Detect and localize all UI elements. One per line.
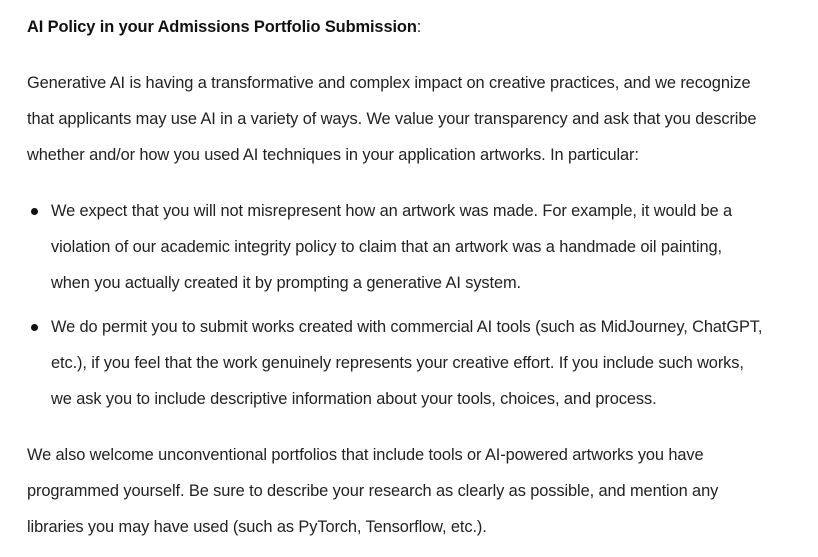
bullet-line: we ask you to include descriptive information about your tools, choices, and process. bbox=[51, 390, 657, 408]
bullet-item-misrepresentation bbox=[27, 193, 762, 301]
bullet-line: violation of our academic integrity policy to claim that an artwork was a handmade oil painting, bbox=[51, 238, 722, 256]
bullet-item-commercial-tools bbox=[27, 309, 762, 417]
closing-paragraph bbox=[27, 437, 718, 545]
closing-line: We also welcome unconventional portfolios that include tools or AI-powered artworks you have bbox=[27, 446, 704, 464]
closing-line: programmed yourself. Be sure to describe your research as clearly as possible, and mention any bbox=[27, 482, 719, 500]
bullet-line: We expect that you will not misrepresent how an artwork was made. For example, it would be a bbox=[51, 202, 733, 220]
intro-line: whether and/or how you used AI techniques in your application artworks. In particular: bbox=[27, 146, 639, 164]
bullet-line: etc.), if you feel that the work genuinely represents your creative effort. If you include such works, bbox=[51, 354, 744, 372]
bullet-dot-icon bbox=[31, 208, 38, 215]
intro-paragraph bbox=[27, 65, 756, 173]
bullet-line: We do permit you to submit works created with commercial AI tools (such as MidJourney, ChatGPT, bbox=[51, 318, 763, 336]
bullet-dot-icon bbox=[31, 324, 38, 331]
policy-bullet-list bbox=[27, 193, 762, 417]
bullet-line: when you actually created it by prompting a generative AI system. bbox=[51, 274, 521, 292]
intro-line: Generative AI is having a transformative and complex impact on creative practices, and we recognize bbox=[27, 74, 751, 92]
closing-line: libraries you may have used (such as PyTorch, Tensorflow, etc.). bbox=[27, 518, 487, 536]
policy-title-suffix: : bbox=[416, 18, 422, 36]
policy-title: AI Policy in your Admissions Portfolio Submission bbox=[27, 18, 417, 36]
policy-heading bbox=[27, 15, 421, 39]
intro-line: that applicants may use AI in a variety of ways. We value your transparency and ask that you describe bbox=[27, 110, 757, 128]
